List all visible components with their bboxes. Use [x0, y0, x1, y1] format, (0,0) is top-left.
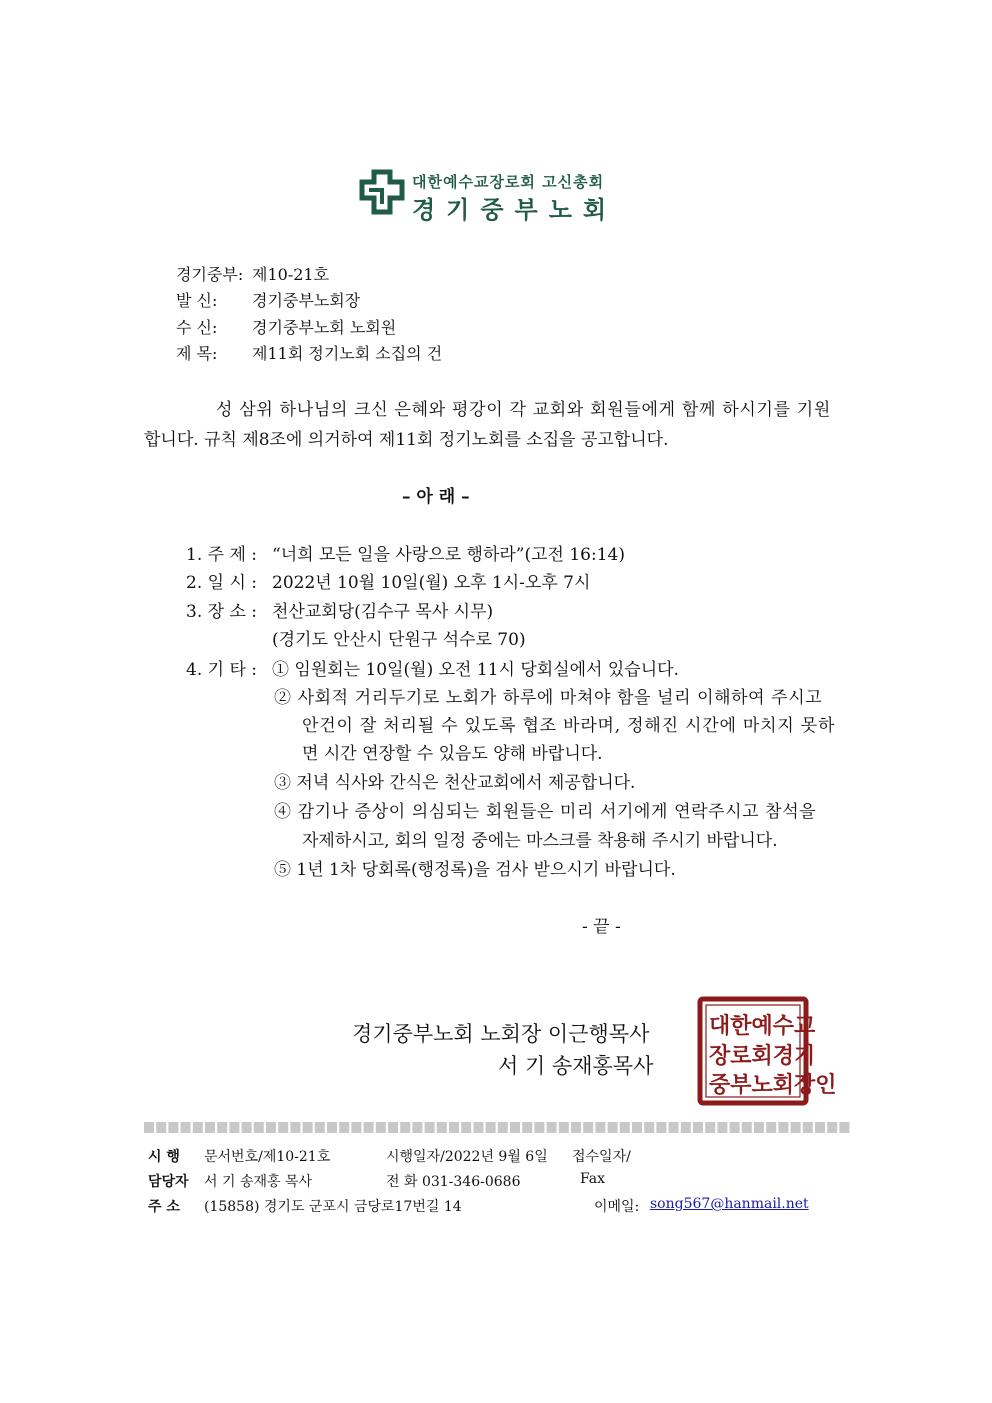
divider-dot — [437, 1122, 447, 1133]
etc-item-4: ④ 감기나 증상이 의심되는 회원들은 미리 서기에게 연락주시고 참석을 — [274, 802, 817, 822]
etc-item-2-cont: 면 시간 연장할 수 있음도 양해 바랍니다. — [302, 744, 603, 764]
divider-dot — [791, 1122, 801, 1133]
item-text: 천산교회당(김수구 목사 시무) — [272, 602, 494, 622]
intro-line-1: 성 삼위 하나님의 크신 은혜와 평강이 각 교회와 회원들에게 함께 하시기를 기원 — [216, 400, 832, 420]
end-mark: - 끝 - — [582, 917, 621, 937]
divider-dot — [181, 1122, 191, 1133]
divider-dot — [644, 1122, 654, 1133]
divider-dot — [144, 1122, 154, 1133]
divider-dot — [656, 1122, 666, 1133]
divider-dot — [705, 1122, 715, 1133]
divider-dot — [254, 1122, 264, 1133]
footer-label-address: 주 소 — [148, 1199, 180, 1215]
footer-label-contact: 담당자 — [148, 1174, 189, 1190]
divider-dot — [608, 1122, 618, 1133]
item-label: 4. 기 타 : — [186, 660, 258, 680]
etc-item-2-cont: 안건이 잘 처리될 수 있도록 협조 바라며, 정해진 시간에 마치지 못하 — [302, 716, 836, 736]
divider-dot — [510, 1122, 520, 1133]
divider-dot — [632, 1122, 642, 1133]
divider-dot — [449, 1122, 459, 1133]
divider-dot — [412, 1122, 422, 1133]
item-text: 2022년 10월 10일(월) 오후 1시-오후 7시 — [272, 573, 591, 593]
divider-dot — [303, 1122, 313, 1133]
etc-item-2: ② 사회적 거리두기로 노회가 하루에 마쳐야 함을 널리 이해하여 주시고 — [274, 688, 823, 708]
divider-dot — [742, 1122, 752, 1133]
seal-stamp-icon — [697, 996, 837, 1106]
etc-item-4-cont: 자제하시고, 회의 일정 중에는 마스크를 착용해 주시기 바랍니다. — [302, 831, 778, 851]
footer-contact-person: 서 기 송재홍 목사 — [204, 1174, 313, 1190]
divider-dot — [473, 1122, 483, 1133]
etc-item-5: ⑤ 1년 1차 당회록(행정록)을 검사 받으시기 바랍니다. — [274, 860, 676, 880]
subject-label: 제 목: — [176, 344, 218, 363]
svg-text:장로회경기: 장로회경기 — [709, 1043, 816, 1069]
divider-dot — [778, 1122, 788, 1133]
cross-emblem-icon — [358, 168, 406, 216]
doc-number: 제10-21호 — [252, 265, 330, 284]
item-label: 2. 일 시 : — [186, 573, 258, 593]
divider-dot — [351, 1122, 361, 1133]
divider-dot — [839, 1122, 849, 1133]
item-text-secondary: (경기도 안산시 단원구 석수로 70) — [272, 630, 526, 650]
divider-dot — [425, 1122, 435, 1133]
signature-clerk: 서 기 송재홍목사 — [498, 1054, 654, 1078]
divider-dot — [315, 1122, 325, 1133]
footer-received-date: 접수일자/ — [572, 1149, 631, 1165]
divider-dot — [803, 1122, 813, 1133]
item-label: 3. 장 소 : — [186, 602, 258, 622]
svg-text:대한예수교: 대한예수교 — [709, 1013, 816, 1039]
divider-dot — [217, 1122, 227, 1133]
divider-dot — [595, 1122, 605, 1133]
svg-text:중부노회장인: 중부노회장인 — [709, 1072, 837, 1098]
divider-dot — [290, 1122, 300, 1133]
footer-doc-number: 문서번호/제10-21호 — [204, 1149, 331, 1165]
item-label: 1. 주 제 : — [186, 545, 258, 565]
divider-dot — [559, 1122, 569, 1133]
signature-president: 경기중부노회 노회장 이근행목사 — [352, 1022, 650, 1046]
divider-dot — [522, 1122, 532, 1133]
recipient: 경기중부노회 노회원 — [252, 318, 397, 337]
divider-dot — [278, 1122, 288, 1133]
divider-dot — [388, 1122, 398, 1133]
divider-dot — [669, 1122, 679, 1133]
divider-dot — [730, 1122, 740, 1133]
divider-dot — [681, 1122, 691, 1133]
footer-fax: Fax — [580, 1171, 606, 1187]
section-title: – 아 래 – — [402, 487, 470, 507]
divider-dot — [815, 1122, 825, 1133]
footer-phone: 전 화 031-346-0686 — [386, 1174, 521, 1190]
divider-dot — [754, 1122, 764, 1133]
footer-address: (15858) 경기도 군포시 금당로17번길 14 — [204, 1199, 462, 1215]
divider-dot — [242, 1122, 252, 1133]
divider-dot — [156, 1122, 166, 1133]
doc-number-label: 경기중부: — [176, 265, 244, 284]
divider-dot — [766, 1122, 776, 1133]
item-text: “너희 모든 일을 사랑으로 행하라”(고전 16:14) — [272, 545, 625, 565]
divider-dot — [717, 1122, 727, 1133]
divider-dot — [193, 1122, 203, 1133]
divider-dot — [827, 1122, 837, 1133]
divider-dot — [229, 1122, 239, 1133]
divider-dot — [376, 1122, 386, 1133]
org-title: 경기중부노회 — [412, 196, 618, 224]
sender: 경기중부노회장 — [252, 291, 361, 310]
footer-issue-date: 시행일자/2022년 9월 6일 — [386, 1149, 548, 1165]
divider-dot — [534, 1122, 544, 1133]
divider-dot — [571, 1122, 581, 1133]
divider-dot — [693, 1122, 703, 1133]
divider-dot — [583, 1122, 593, 1133]
org-subtitle: 대한예수교장로회 고신총회 — [412, 173, 605, 191]
divider-dot — [339, 1122, 349, 1133]
recipient-label: 수 신: — [176, 318, 218, 337]
footer-label-issue: 시 행 — [148, 1149, 180, 1165]
subject: 제11회 정기노회 소집의 건 — [252, 344, 443, 363]
divider-dot — [498, 1122, 508, 1133]
divider-dot — [547, 1122, 557, 1133]
divider-dot — [205, 1122, 215, 1133]
divider-dot — [168, 1122, 178, 1133]
divider-dot — [620, 1122, 630, 1133]
divider-dot — [400, 1122, 410, 1133]
footer-email-link[interactable]: song567@hanmail.net — [650, 1196, 809, 1212]
footer-divider — [144, 1120, 850, 1134]
divider-dot — [364, 1122, 374, 1133]
intro-line-2: 합니다. 규칙 제8조에 의거하여 제11회 정기노회를 소집을 공고합니다. — [144, 430, 669, 450]
divider-dot — [486, 1122, 496, 1133]
divider-dot — [266, 1122, 276, 1133]
official-seal — [697, 996, 837, 1106]
item-text: ① 임원회는 10일(월) 오전 11시 당회실에서 있습니다. — [272, 660, 679, 680]
footer-email-label: 이메일: — [594, 1199, 640, 1215]
sender-label: 발 신: — [176, 291, 218, 310]
divider-dot — [461, 1122, 471, 1133]
divider-dot — [327, 1122, 337, 1133]
etc-item-3: ③ 저녁 식사와 간식은 천산교회에서 제공합니다. — [274, 773, 636, 793]
